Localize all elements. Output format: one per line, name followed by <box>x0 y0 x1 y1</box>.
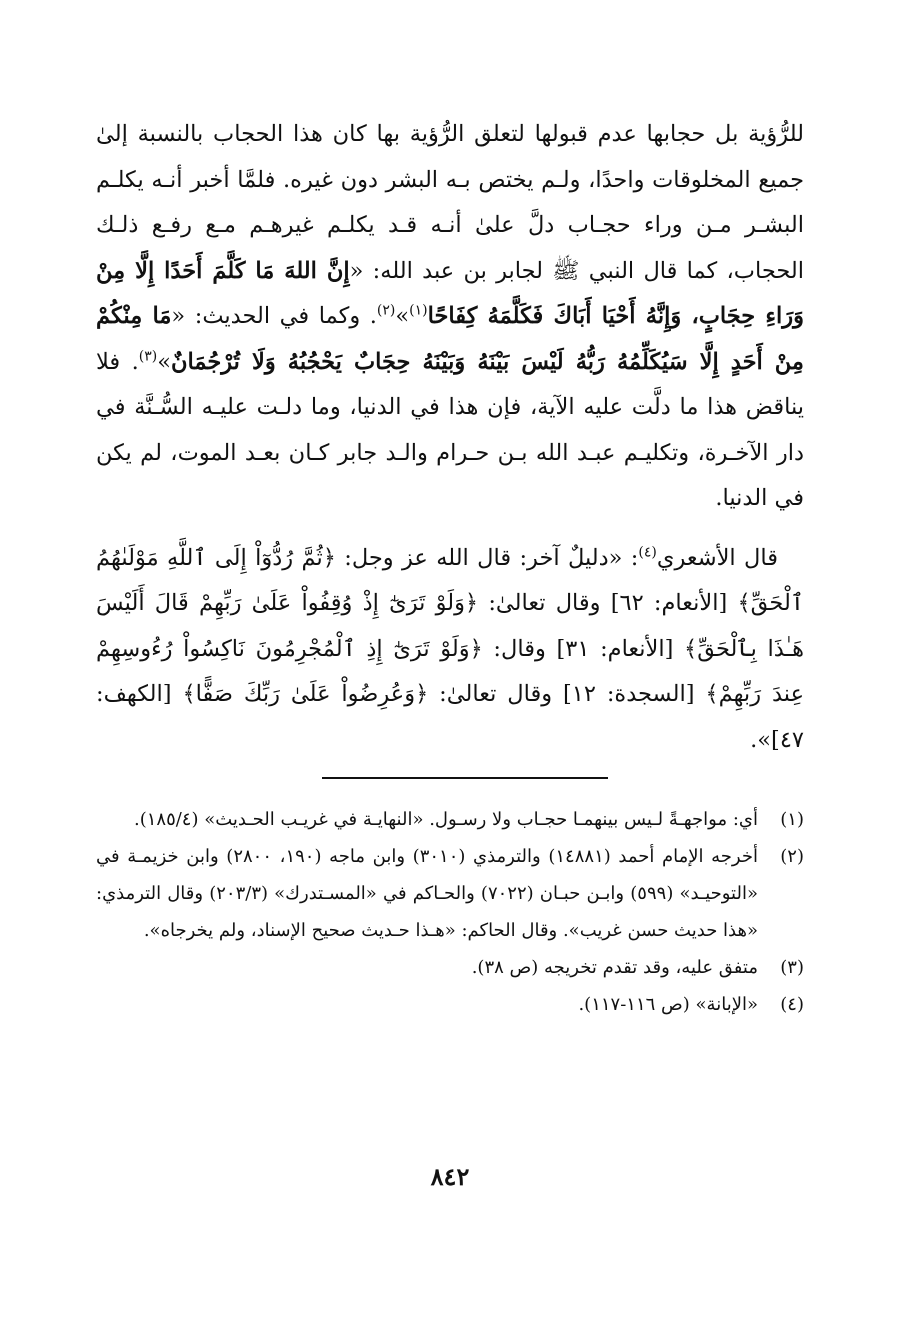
footnote-ref-4[interactable]: (٤) <box>638 544 657 560</box>
footnotes <box>96 801 804 1023</box>
footnote-text: أي: مواجهـةً لـيس بينهمـا حجـاب ولا رسـول. «النهايـة في غريـب الحـديث» (١٨٥/٤). <box>133 809 758 830</box>
page-number: ٨٤٢ <box>430 1162 470 1191</box>
paragraph-1-text-2: . وكما في الحديث: « <box>171 303 377 329</box>
paragraph-2 <box>96 536 804 764</box>
paragraph-1 <box>96 112 804 522</box>
paragraph-1-text-3: . فلا يناقض هذا ما دلَّت عليه الآية، فإن هذا في الدنيا، وما دلـت عليـه السُّـنَّة في دار الآخـرة، وتكليـم عبـد الله بـن حـرام والـد جابر كـان بعـد الموت، لم يكن في الدنيا. <box>96 348 804 511</box>
footnote-text: متفق عليه، وقد تقدم تخريجه (ص ٣٨). <box>471 957 758 978</box>
hadith-quote-2: مَا مِنْكُمْ مِنْ أَحَدٍ إِلَّا سَيُكَلِّمُهُ رَبُّهُ لَيْسَ بَيْنَهُ وَبَيْنَهُ حِجَابٌ يَحْجُبُهُ وَلَا تُرْجُمَانٌ <box>96 303 804 375</box>
footnote-3 <box>96 949 804 986</box>
footnote-1 <box>96 801 804 838</box>
footnote-ref-2[interactable]: (٢) <box>376 302 396 319</box>
footnote-ref-1[interactable]: (١) <box>409 302 428 319</box>
footnote-separator-wrap <box>96 777 804 779</box>
quote-close: » <box>395 303 410 329</box>
footnote-separator <box>322 777 608 779</box>
quote-close-2: » <box>157 348 171 375</box>
footnote-text: أخرجه الإمام أحمد (١٤٨٨١) والترمذي (٣٠١٠) وابن ماجه (١٩٠، ٢٨٠٠) وابن خزيمـة في «التوحيـد» (٥٩٩) وابـن حبـان (٧٠٢٢) والحـاكم في «المسـتدرك» (٢٠٣/٣) وقال الترمذي: «هذا حديث حسن غريب». وقال الحاكم: «هـذا حـديث صحيح الإسناد، ولم يخرجاه». <box>96 846 758 941</box>
footnote-number: (٣) <box>780 957 804 978</box>
hadith-quote-1: إِنَّ اللهَ مَا كَلَّمَ أَحَدًا إِلَّا مِنْ وَرَاءِ حِجَابٍ، وَإِنَّهُ أَحْيَا أَبَاكَ فَكَلَّمَهُ كِفَاحًا <box>96 257 804 329</box>
paragraph-1-text: للرُّؤية بل حجابها عدم قبولها لتعلق الرُّؤية بها كان هذا الحجاب بالنسبة إلىٰ جميع المخلوقات واحدًا، ولـم يختص بـه البشر دون غيره. فلمَّا أخبر أنـه يكلـم البشـر مـن وراء حجـاب دلَّ علىٰ أنـه قـد يكلـم غيرهـم مـع رفـع ذلـك الحجاب، كما قال النبي ﷺ لجابر بن عبد الله: « <box>96 121 804 284</box>
paragraph-2-text: : «دليلٌ آخر: قال الله عز وجل: ﴿ثُمَّ رُدُّوٓاْ إِلَى ٱللَّهِ مَوْلَىٰهُمُ ٱلْحَقِّ﴾ [الأنعام: ٦٢] وقال تعالىٰ: ﴿وَلَوْ تَرَىٰٓ إِذْ وُقِفُواْ عَلَىٰ رَبِّهِمْ قَالَ أَلَيْسَ هَـٰذَا بِٱلْحَقِّ﴾ [الأنعام: ٣١] وقال: ﴿وَلَوْ تَرَىٰٓ إِذِ ٱلْمُجْرِمُونَ نَاكِسُواْ رُءُوسِهِمْ عِندَ رَبِّهِمْ﴾ [السجدة: ١٢] وقال تعالىٰ: ﴿وَعُرِضُواْ عَلَىٰ رَبِّكَ صَفًّا﴾ [الكهف: ٤٧]». <box>96 544 804 753</box>
footnote-ref-3[interactable]: (٣) <box>138 348 158 364</box>
footnote-text: «الإبانة» (ص ١١٦-١١٧). <box>578 994 758 1015</box>
page-content <box>96 112 804 1023</box>
footnote-number: (٢) <box>780 846 804 867</box>
footnote-4 <box>96 986 804 1023</box>
main-text <box>96 112 804 763</box>
paragraph-2-intro: قال الأشعري <box>656 544 778 571</box>
footnote-number: (١) <box>780 809 804 830</box>
footnote-2 <box>96 838 804 949</box>
footnote-number: (٤) <box>780 994 804 1015</box>
